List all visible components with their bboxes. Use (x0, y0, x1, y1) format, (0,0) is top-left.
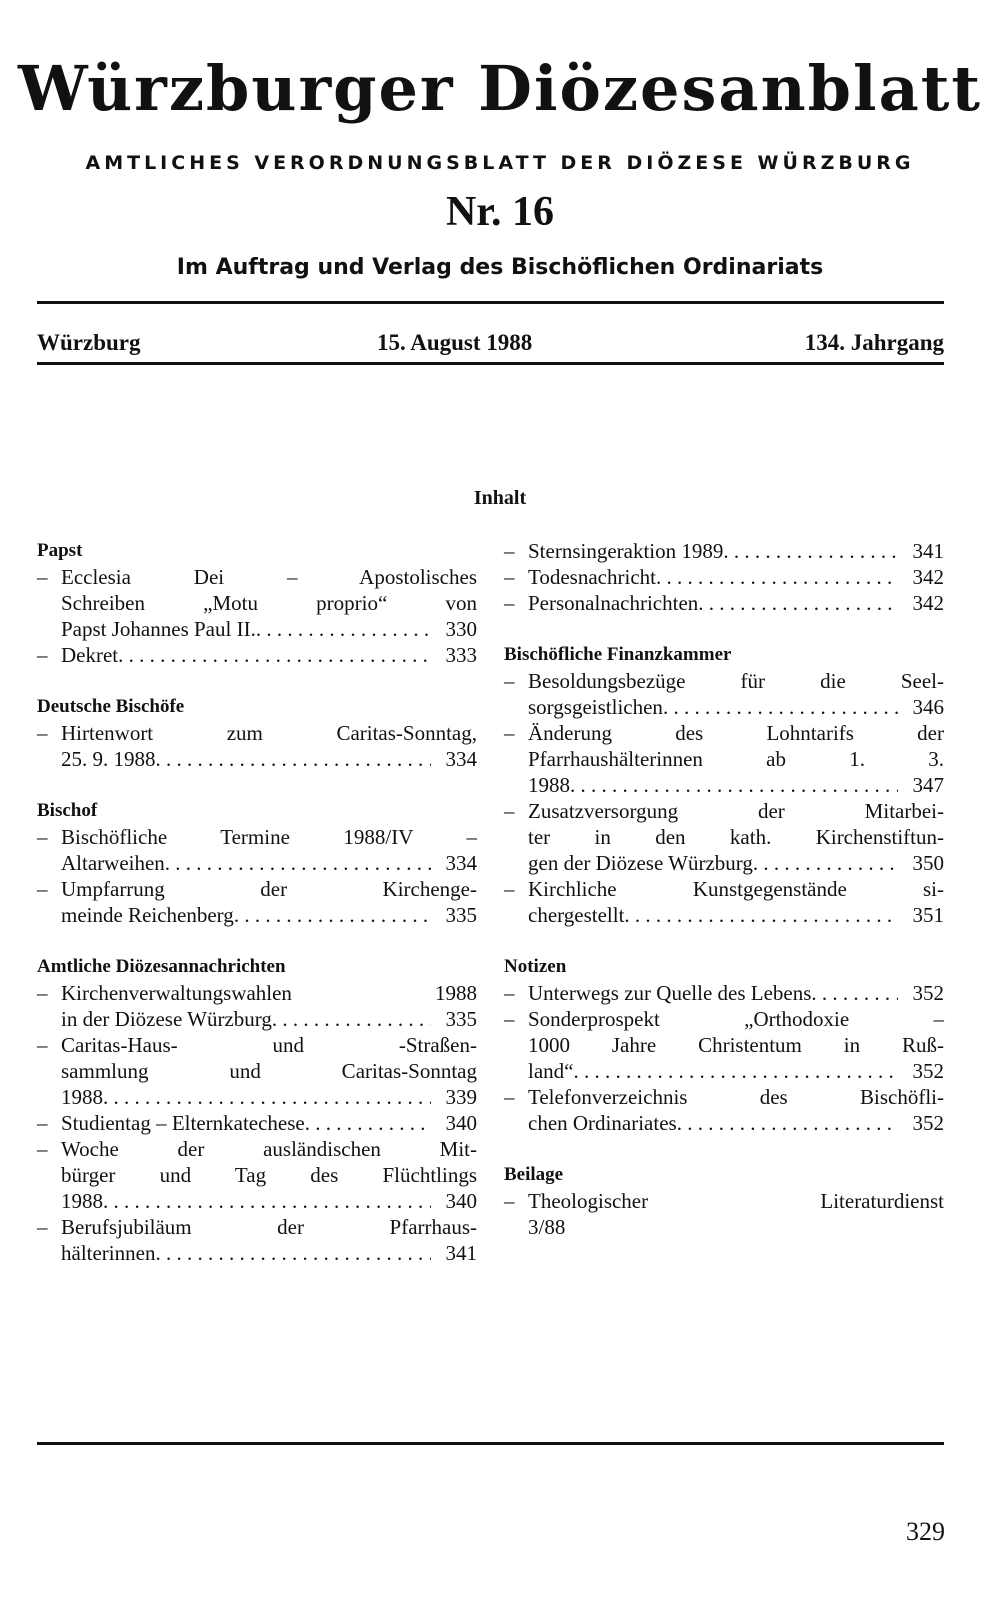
page-number: 329 (906, 1517, 945, 1546)
masthead-subtitle: AMTLICHES VERORDNUNGSBLATT DER DIÖZESE WÜRZBURG (85, 152, 915, 174)
publisher-line: Im Auftrag und Verlag des Bischöflichen Ordinariats (176, 255, 824, 280)
entry-page: 333 (445, 643, 477, 667)
leader-dots (677, 1110, 898, 1136)
entry-line: Papst Johannes Paul II. (61, 617, 256, 641)
toc-entry (504, 564, 944, 590)
dateline-volume: 134. Jahrgang (804, 330, 944, 355)
section-title: Bischöfliche Finanzkammer (504, 644, 732, 665)
toc-section (37, 694, 477, 772)
toc-entry (504, 1006, 944, 1084)
issue-number: Nr. 16 (445, 189, 555, 235)
entry-last-line (528, 564, 944, 590)
leader-dots (103, 1084, 431, 1110)
section-title: Papst (37, 540, 83, 561)
leader-dots (573, 1058, 898, 1084)
entry-text (528, 668, 944, 720)
section-title: Amtliche Diözesannachrichten (37, 956, 286, 977)
entry-last-line (528, 694, 944, 720)
section-title: Notizen (504, 956, 567, 977)
leader-dots (234, 902, 431, 928)
bottom-rule (37, 1442, 944, 1445)
entry-text (528, 590, 944, 616)
dateline-place: Würzburg (37, 330, 141, 355)
entry-page: 335 (445, 903, 477, 927)
entry-dash: – (37, 1137, 48, 1161)
entry-line: 3/88 (528, 1215, 566, 1239)
entry-text (61, 876, 477, 928)
leader-dots (156, 746, 432, 772)
toc-entry (504, 876, 944, 928)
entry-dash: – (504, 539, 515, 563)
entry-last-line (61, 1188, 477, 1214)
toc-entry (37, 824, 477, 876)
entry-line: 25. 9. 1988 (61, 747, 156, 771)
entry-text (528, 720, 944, 798)
entry-line: Woche der ausländischen Mit- (61, 1137, 477, 1161)
toc-entry (37, 720, 477, 772)
toc-section (37, 954, 477, 1266)
entry-dash: – (504, 721, 515, 745)
entry-last-line (61, 616, 477, 642)
entry-page: 352 (912, 1059, 944, 1083)
toc-entry (37, 1110, 477, 1136)
entry-line: Zusatzversorgung der Mitarbei- (528, 799, 944, 823)
entry-last-line (61, 746, 477, 772)
entry-line: Caritas-Haus- und -Straßen- (61, 1033, 477, 1057)
entry-page: 352 (912, 981, 944, 1005)
toc-entry (504, 798, 944, 876)
entry-last-line (528, 1214, 944, 1240)
entry-text (61, 1032, 477, 1110)
dateline (37, 330, 944, 360)
entry-line: 1988 (61, 1189, 103, 1213)
toc-entry (37, 980, 477, 1032)
entry-line: 1988 (61, 1085, 103, 1109)
entry-text (61, 824, 477, 876)
entry-last-line (528, 590, 944, 616)
entry-line: gen der Diözese Würzburg (528, 851, 753, 875)
entry-dash: – (37, 565, 48, 589)
entry-text (528, 1084, 944, 1136)
entry-text (528, 564, 944, 590)
entry-line: Dekret (61, 643, 119, 667)
entry-page: 335 (445, 1007, 477, 1031)
entry-dash: – (504, 981, 515, 1005)
entry-line: Berufsjubiläum der Pfarrhaus- (61, 1215, 477, 1239)
entry-last-line (61, 642, 477, 668)
entry-text (61, 564, 477, 642)
entry-text (528, 1188, 944, 1240)
toc-entry (37, 564, 477, 642)
entry-text (61, 1136, 477, 1214)
toc-entry (504, 1188, 944, 1240)
entry-line: Altarweihen (61, 851, 165, 875)
toc-entry (37, 1214, 477, 1266)
entry-page: 350 (912, 851, 944, 875)
entry-last-line (528, 850, 944, 876)
entry-dash: – (37, 1033, 48, 1057)
entry-last-line (61, 1006, 477, 1032)
entry-line: Studientag – Elternkatechese (61, 1111, 305, 1135)
entry-page: 351 (912, 903, 944, 927)
entry-line: Ecclesia Dei – Apostolisches (61, 565, 477, 589)
entry-dash: – (37, 981, 48, 1005)
entry-line: Personalnachrichten (528, 591, 699, 615)
leader-dots (165, 850, 431, 876)
leader-dots (256, 616, 431, 642)
entry-text (61, 720, 477, 772)
entry-line: Hirtenwort zum Caritas-Sonntag, (61, 721, 477, 745)
toc-section (37, 798, 477, 928)
entry-page: 330 (445, 617, 477, 641)
toc-section (504, 642, 944, 928)
entry-page: 334 (445, 851, 477, 875)
entry-line: ter in den kath. Kirchenstiftun- (528, 825, 944, 849)
entry-text (528, 876, 944, 928)
section-title: Deutsche Bischöfe (37, 696, 185, 717)
entry-dash: – (504, 877, 515, 901)
entry-line: Kirchliche Kunstgegenstände si- (528, 877, 944, 901)
entry-line: Sternsingeraktion 1989 (528, 539, 724, 563)
entry-line: land“ (528, 1059, 574, 1083)
leader-dots (272, 1006, 431, 1032)
entry-line: Bischöfliche Termine 1988/IV – (61, 825, 477, 849)
entry-line: meinde Reichenberg (61, 903, 234, 927)
entry-text (61, 642, 477, 668)
toc-entry (504, 538, 944, 564)
entry-page: 340 (445, 1111, 477, 1135)
toc-section (504, 954, 944, 1136)
toc-entry (37, 876, 477, 928)
entry-line: Besoldungsbezüge für die Seel- (528, 669, 944, 693)
toc-section (504, 1162, 944, 1240)
entry-dash: – (37, 1111, 48, 1135)
entry-page: 342 (912, 565, 944, 589)
toc-entry (504, 980, 944, 1006)
leader-dots (570, 772, 898, 798)
entry-line: chen Ordinariates (528, 1111, 677, 1135)
entry-page: 347 (912, 773, 944, 797)
entry-dash: – (504, 1085, 515, 1109)
toc-entry (504, 1084, 944, 1136)
entry-text (528, 798, 944, 876)
toc-entry (37, 642, 477, 668)
leader-dots (656, 564, 898, 590)
leader-dots (698, 590, 898, 616)
top-rule (37, 301, 944, 304)
entry-text (528, 980, 944, 1006)
entry-dash: – (504, 565, 515, 589)
entry-line: chergestellt (528, 903, 625, 927)
entry-line: Kirchenverwaltungswahlen 1988 (61, 981, 477, 1005)
toc-entry (504, 668, 944, 720)
entry-last-line (61, 902, 477, 928)
entry-dash: – (504, 1007, 515, 1031)
entry-text (61, 1110, 477, 1136)
entry-line: Todesnachricht (528, 565, 656, 589)
leader-dots (624, 902, 898, 928)
entry-dash: – (37, 1215, 48, 1239)
entry-line: Pfarrhaushälterinnen ab 1. 3. (528, 747, 944, 771)
entry-page: 352 (912, 1111, 944, 1135)
entry-page: 339 (445, 1085, 477, 1109)
leader-dots (155, 1240, 431, 1266)
leader-dots (723, 538, 898, 564)
toc-left-column (37, 538, 477, 1292)
entry-line: 1000 Jahre Christentum in Ruß- (528, 1033, 944, 1057)
entry-line: sammlung und Caritas-Sonntag (61, 1059, 477, 1083)
entry-page: 346 (912, 695, 944, 719)
section-title: Beilage (504, 1164, 564, 1185)
entry-last-line (528, 980, 944, 1006)
entry-line: Telefonverzeichnis des Bischöfli- (528, 1085, 944, 1109)
leader-dots (305, 1110, 431, 1136)
leader-dots (118, 642, 431, 668)
leader-dots (103, 1188, 431, 1214)
entry-line: Theologischer Literaturdienst (528, 1189, 944, 1213)
entry-last-line (61, 1084, 477, 1110)
entry-dash: – (504, 591, 515, 615)
entry-last-line (61, 1110, 477, 1136)
masthead-title: Würzburger Diözesanblatt (17, 52, 983, 125)
entry-page: 342 (912, 591, 944, 615)
entry-last-line (528, 1058, 944, 1084)
toc-entry (504, 720, 944, 798)
toc-entry (504, 590, 944, 616)
entry-dash: – (504, 799, 515, 823)
entry-last-line (528, 538, 944, 564)
entry-text (528, 1006, 944, 1084)
dateline-rule (37, 362, 944, 365)
entry-last-line (61, 850, 477, 876)
leader-dots (753, 850, 898, 876)
leader-dots (811, 980, 898, 1006)
entry-last-line (528, 1110, 944, 1136)
entry-line: 1988 (528, 773, 570, 797)
entry-last-line (61, 1240, 477, 1266)
entry-last-line (528, 772, 944, 798)
section-title: Bischof (37, 800, 98, 821)
entry-line: Schreiben „Motu proprio“ von (61, 591, 477, 615)
entry-line: Änderung des Lohntarifs der (528, 721, 944, 745)
toc-entry (37, 1032, 477, 1110)
entry-dash: – (504, 669, 515, 693)
toc-right-column (504, 538, 944, 1266)
entry-line: hälterinnen (61, 1241, 156, 1265)
entry-dash: – (37, 877, 48, 901)
entry-dash: – (37, 825, 48, 849)
toc-heading: Inhalt (473, 487, 527, 509)
toc-entry (37, 1136, 477, 1214)
entry-line: Unterwegs zur Quelle des Lebens (528, 981, 812, 1005)
entry-text (61, 1214, 477, 1266)
dateline-date: 15. August 1988 (377, 330, 533, 355)
entry-page: 334 (445, 747, 477, 771)
entry-line: sorgsgeistlichen (528, 695, 663, 719)
entry-page: 340 (445, 1189, 477, 1213)
entry-text (528, 538, 944, 564)
entry-line: Sonderprospekt „Orthodoxie – (528, 1007, 944, 1031)
entry-dash: – (504, 1189, 515, 1213)
entry-text (61, 980, 477, 1032)
entry-line: bürger und Tag des Flüchtlings (61, 1163, 477, 1187)
entry-last-line (528, 902, 944, 928)
entry-line: in der Diözese Würzburg (61, 1007, 272, 1031)
entry-page: 341 (445, 1241, 477, 1265)
toc-section (37, 538, 477, 668)
entry-dash: – (37, 721, 48, 745)
entry-line: Umpfarrung der Kirchenge- (61, 877, 477, 901)
leader-dots (663, 694, 898, 720)
toc-section (504, 538, 944, 616)
entry-dash: – (37, 643, 48, 667)
entry-page: 341 (912, 539, 944, 563)
